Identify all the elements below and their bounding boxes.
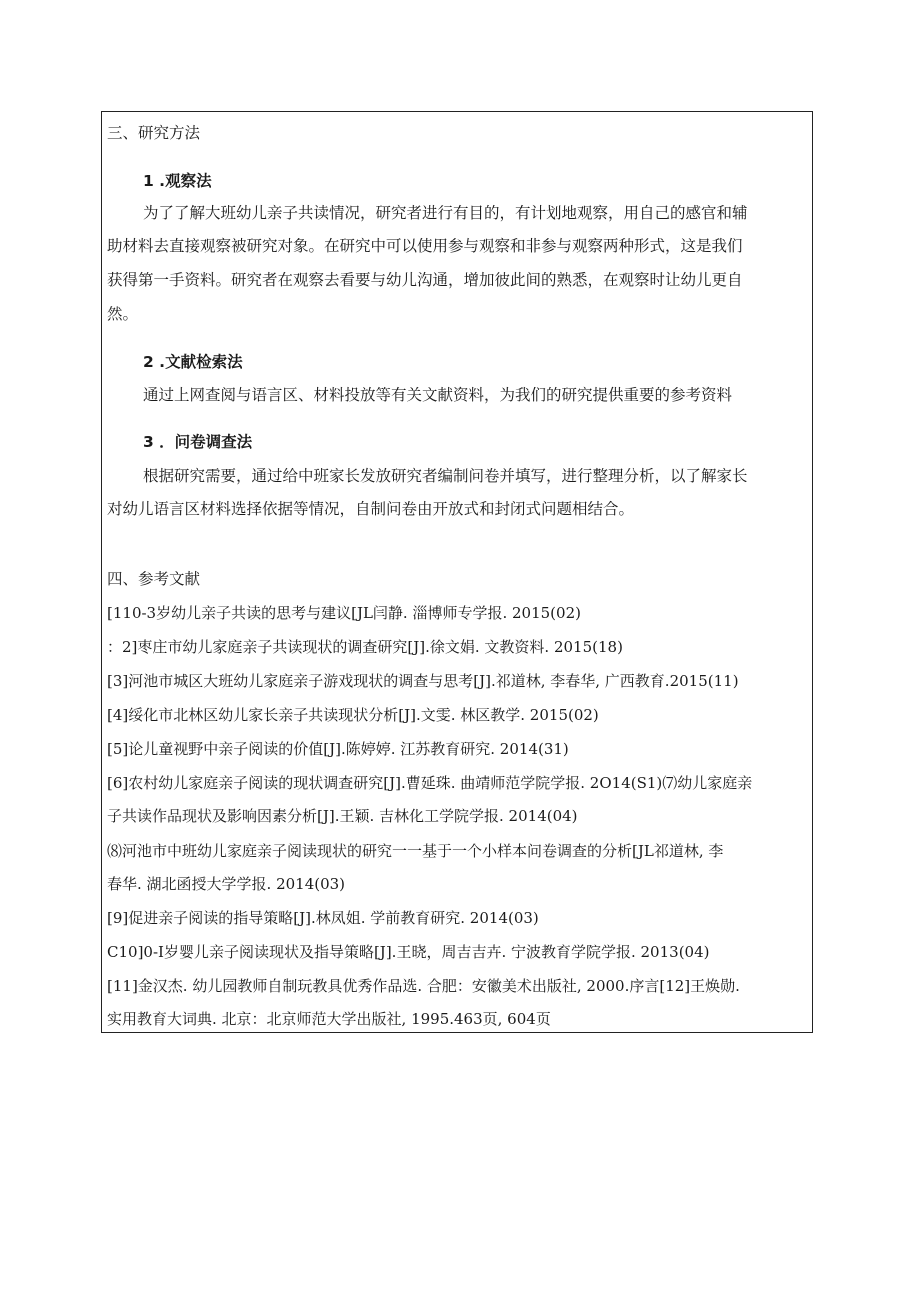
method-title-questionnaire: 3 ．问卷调查法 xyxy=(143,433,253,451)
reference-line: [110-3岁幼儿亲子共读的思考与建议[JL闫静. 淄博师专学报. 2015(02) xyxy=(107,604,581,622)
reference-line: [4]绥化市北林区幼儿家长亲子共读现状分析[J].文雯. 林区教学. 2015(02) xyxy=(107,706,599,724)
reference-line: [11]金汉杰. 幼儿园教师自制玩教具优秀作品选. 合肥：安徽美术出版社, 2000.序言[12]王焕勋. xyxy=(107,977,740,995)
reference-line: [6]农村幼儿家庭亲子阅读的现状调查研究[J].曹延珠. 曲靖师范学院学报. 2O14(S1)⑺幼儿家庭亲 xyxy=(107,774,753,792)
paragraph-line: 对幼儿语言区材料选择依据等情况，自制问卷由开放式和封闭式问题相结合。 xyxy=(107,500,635,518)
method-title-observation: 1 .观察法 xyxy=(143,172,212,190)
reference-line: C10]0-I岁婴儿亲子阅读现状及指导策略[J].王晓，周吉吉卉. 宁波教育学院学报. 2013(04) xyxy=(107,943,710,961)
paragraph-line: 根据研究需要，通过给中班家长发放研究者编制问卷并填写，进行整理分析，以了解家长 xyxy=(143,467,748,485)
reference-line: 实用教育大词典. 北京：北京师范大学出版社, 1995.463页, 604页 xyxy=(107,1010,551,1028)
reference-line: 春华. 湖北函授大学学报. 2014(03) xyxy=(107,875,346,893)
paragraph-line: 获得第一手资料。研究者在观察去看要与幼儿沟通，增加彼此间的熟悉，在观察时让幼儿更自 xyxy=(107,271,743,289)
reference-line: [5]论儿童视野中亲子阅读的价值[J].陈婷婷. 江苏教育研究. 2014(31) xyxy=(107,740,569,758)
paragraph-line: 助材料去直接观察被研究对象。在研究中可以使用参与观察和非参与观察两种形式，这是我们 xyxy=(107,237,743,255)
reference-line: 子共读作品现状及影响因素分析[J].王颖. 吉林化工学院学报. 2014(04) xyxy=(107,807,578,825)
paragraph-line: 为了了解大班幼儿亲子共读情况，研究者进行有目的，有计划地观察，用自己的感官和辅 xyxy=(143,204,748,222)
section-heading-references: 四、参考文献 xyxy=(107,570,201,588)
section-heading-research-methods: 三、研究方法 xyxy=(107,124,201,142)
reference-line: [9]促进亲子阅读的指导策略[J].林凤姐. 学前教育研究. 2014(03) xyxy=(107,909,539,927)
reference-line: [3]河池市城区大班幼儿家庭亲子游戏现状的调查与思考[J].祁道林, 李春华, 广西教育.2015(11) xyxy=(107,672,739,690)
reference-line: ：2]枣庄市幼儿家庭亲子共读现状的调查研究[J].徐文娟. 文教资料. 2015(18) xyxy=(107,638,623,656)
method-title-literature: 2 .文献检索法 xyxy=(143,353,243,371)
paragraph-line: 然。 xyxy=(107,305,139,323)
paragraph-line: 通过上网查阅与语言区、材料投放等有关文献资料，为我们的研究提供重要的参考资料 xyxy=(143,386,733,404)
reference-line: ⑻河池市中班幼儿家庭亲子阅读现状的研究一一基于一个小样本问卷调查的分析[JL祁道林, 李 xyxy=(107,842,724,860)
